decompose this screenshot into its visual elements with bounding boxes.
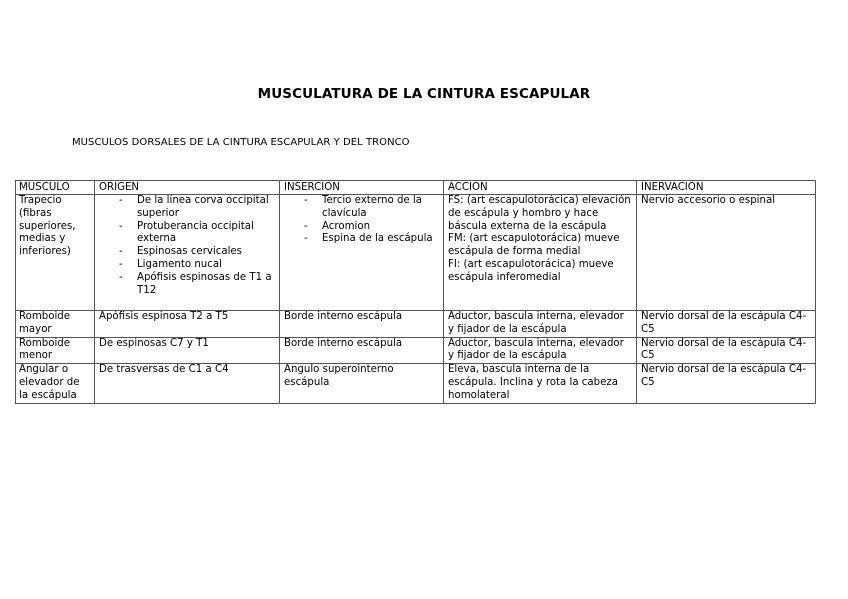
origen-list xyxy=(99,195,275,297)
header-insercion: INSERCIÓN xyxy=(280,181,444,195)
list-item: - Tercio externo de la clavícula xyxy=(304,195,439,221)
list-item: - Espina de la escápula xyxy=(304,233,439,246)
list-item: - Protuberancia occipital externa xyxy=(119,221,275,247)
cell-origen: Apófisis espinosa T2 a T5 xyxy=(95,311,280,338)
cell-musculo: Angular o elevador de la escápula xyxy=(16,364,95,403)
header-musculo: MÚSCULO xyxy=(16,181,95,195)
list-item: - Espinosas cervicales xyxy=(119,246,275,259)
table-row xyxy=(16,311,816,338)
page-title: MUSCULATURA DE LA CINTURA ESCAPULAR xyxy=(257,86,591,102)
list-item: - De la línea corva occipital superior xyxy=(119,195,275,221)
table-row xyxy=(16,195,816,311)
cell-inervacion: Nervio dorsal de la escápula C4-C5 xyxy=(637,337,816,364)
cell-accion: FS: (art escapulotorácica) elevación de escápula y hombro y hace báscula externa de la escápula FM: (art escapulotorácica) mueve escápula de forma medial FI: (art escapulotorácica) mueve escápula inferomedial xyxy=(444,195,637,311)
cell-inervacion: Nervio dorsal de la escápula C4-C5 xyxy=(637,311,816,338)
insercion-list xyxy=(284,195,439,246)
list-item: - Ligamento nucal xyxy=(119,259,275,272)
list-item: - Apófisis espinosas de T1 a T12 xyxy=(119,272,275,298)
cell-insercion: Ángulo superointerno escápula xyxy=(280,364,444,403)
cell-insercion xyxy=(280,195,444,311)
section-title: MUSCULOS DORSALES DE LA CINTURA ESCAPULAR Y DEL TRONCO xyxy=(72,137,410,148)
header-accion: ACCIÓN xyxy=(444,181,637,195)
cell-origen: De espinosas C7 y T1 xyxy=(95,337,280,364)
table-row xyxy=(16,364,816,403)
cell-musculo: Trapecio (fibras superiores, medias y inferiores) xyxy=(16,195,95,311)
cell-inervacion: Nervio accesorio o espinal xyxy=(637,195,816,311)
cell-accion: Aductor, bascula interna, elevador y fijador de la escápula xyxy=(444,337,637,364)
table-row xyxy=(16,337,816,364)
list-item: - Acromion xyxy=(304,221,439,234)
header-origen: ORIGEN xyxy=(95,181,280,195)
table-header-row xyxy=(16,181,816,195)
muscle-table xyxy=(15,180,816,404)
cell-musculo: Romboide mayor xyxy=(16,311,95,338)
cell-origen xyxy=(95,195,280,311)
cell-insercion: Borde interno escápula xyxy=(280,337,444,364)
cell-origen: De trasversas de C1 a C4 xyxy=(95,364,280,403)
cell-inervacion: Nervio dorsal de la escápula C4-C5 xyxy=(637,364,816,403)
cell-accion: Eleva, bascula interna de la escápula. Inclina y rota la cabeza homolateral xyxy=(444,364,637,403)
header-inervacion: INERVACIÓN xyxy=(637,181,816,195)
cell-insercion: Borde interno escápula xyxy=(280,311,444,338)
cell-musculo: Romboide menor xyxy=(16,337,95,364)
cell-accion: Aductor, bascula interna, elevador y fijador de la escápula xyxy=(444,311,637,338)
